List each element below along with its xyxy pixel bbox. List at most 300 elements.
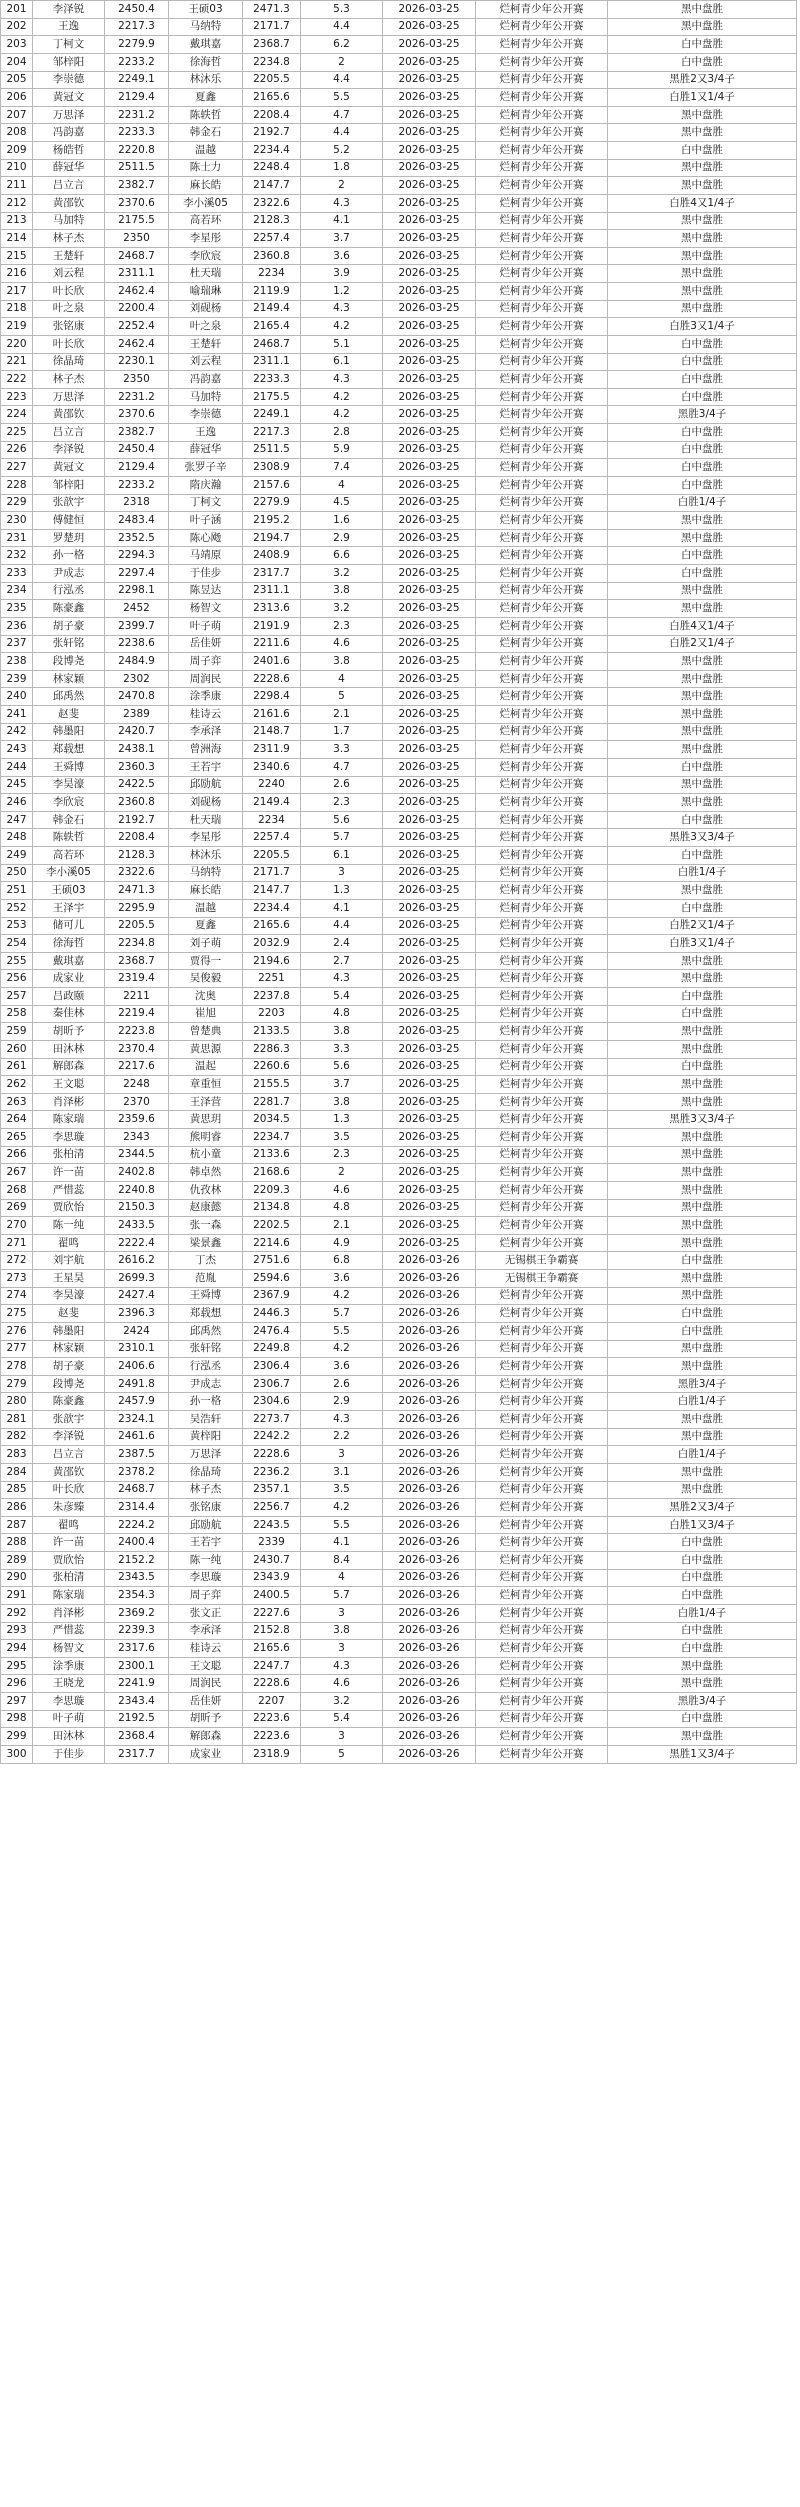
black-rating-cell: 2208.4 bbox=[105, 829, 169, 847]
white-rating-cell: 2251 bbox=[243, 970, 301, 988]
white-player-cell: 郑载想 bbox=[169, 1305, 243, 1323]
table-row bbox=[1, 600, 797, 618]
black-player-cell: 叶长欣 bbox=[33, 283, 105, 301]
game-result-cell: 白中盘胜 bbox=[608, 1305, 797, 1323]
table-row bbox=[1, 582, 797, 600]
table-row bbox=[1, 1164, 797, 1182]
table-row bbox=[1, 1481, 797, 1499]
black-player-cell: 李崇德 bbox=[33, 71, 105, 89]
difference-cell: 1.2 bbox=[301, 283, 383, 301]
game-number-cell: 218 bbox=[1, 300, 33, 318]
game-result-cell: 黑中盘胜 bbox=[608, 1675, 797, 1693]
black-rating-cell: 2222.4 bbox=[105, 1234, 169, 1252]
table-row bbox=[1, 1305, 797, 1323]
difference-cell: 3.2 bbox=[301, 565, 383, 583]
white-rating-cell: 2223.6 bbox=[243, 1710, 301, 1728]
game-result-cell: 黑中盘胜 bbox=[608, 1411, 797, 1429]
white-rating-cell: 2237.8 bbox=[243, 988, 301, 1006]
white-player-cell: 吴俊毅 bbox=[169, 970, 243, 988]
event-name-cell: 烂柯青少年公开赛 bbox=[476, 688, 608, 706]
table-row bbox=[1, 847, 797, 865]
white-player-cell: 周润民 bbox=[169, 670, 243, 688]
black-rating-cell: 2239.3 bbox=[105, 1622, 169, 1640]
white-player-cell: 夏鑫 bbox=[169, 917, 243, 935]
black-rating-cell: 2310.1 bbox=[105, 1340, 169, 1358]
white-player-cell: 温越 bbox=[169, 142, 243, 160]
difference-cell: 5.2 bbox=[301, 142, 383, 160]
white-rating-cell: 2308.9 bbox=[243, 459, 301, 477]
game-date-cell: 2026-03-25 bbox=[383, 600, 476, 618]
game-number-cell: 204 bbox=[1, 53, 33, 71]
white-player-cell: 王舜博 bbox=[169, 1287, 243, 1305]
game-result-cell: 黑中盘胜 bbox=[608, 1234, 797, 1252]
table-row bbox=[1, 283, 797, 301]
white-rating-cell: 2175.5 bbox=[243, 388, 301, 406]
difference-cell: 3.8 bbox=[301, 1093, 383, 1111]
black-player-cell: 刘云程 bbox=[33, 265, 105, 283]
table-row bbox=[1, 124, 797, 142]
game-result-cell: 黑中盘胜 bbox=[608, 1146, 797, 1164]
game-result-cell: 黑中盘胜 bbox=[608, 529, 797, 547]
white-player-cell: 杜天瑞 bbox=[169, 265, 243, 283]
game-number-cell: 270 bbox=[1, 1217, 33, 1235]
black-rating-cell: 2150.3 bbox=[105, 1199, 169, 1217]
black-rating-cell: 2399.7 bbox=[105, 617, 169, 635]
difference-cell: 3.6 bbox=[301, 1358, 383, 1376]
white-player-cell: 贾得一 bbox=[169, 952, 243, 970]
game-result-cell: 白中盘胜 bbox=[608, 36, 797, 54]
game-number-cell: 273 bbox=[1, 1270, 33, 1288]
event-name-cell: 烂柯青少年公开赛 bbox=[476, 265, 608, 283]
game-number-cell: 283 bbox=[1, 1446, 33, 1464]
event-name-cell: 烂柯青少年公开赛 bbox=[476, 177, 608, 195]
game-date-cell: 2026-03-25 bbox=[383, 441, 476, 459]
game-date-cell: 2026-03-25 bbox=[383, 265, 476, 283]
white-rating-cell: 2236.2 bbox=[243, 1463, 301, 1481]
difference-cell: 4.8 bbox=[301, 1005, 383, 1023]
game-number-cell: 286 bbox=[1, 1499, 33, 1517]
white-player-cell: 岳佳妍 bbox=[169, 635, 243, 653]
table-row bbox=[1, 230, 797, 248]
white-rating-cell: 2165.6 bbox=[243, 917, 301, 935]
black-player-cell: 林子杰 bbox=[33, 371, 105, 389]
white-player-cell: 周子弈 bbox=[169, 1587, 243, 1605]
black-rating-cell: 2219.4 bbox=[105, 1005, 169, 1023]
white-player-cell: 王文聪 bbox=[169, 1657, 243, 1675]
game-result-cell: 白中盘胜 bbox=[608, 899, 797, 917]
event-name-cell: 烂柯青少年公开赛 bbox=[476, 1322, 608, 1340]
black-rating-cell: 2450.4 bbox=[105, 441, 169, 459]
game-result-cell: 黑胜2又3/4子 bbox=[608, 1499, 797, 1517]
white-rating-cell: 2340.6 bbox=[243, 758, 301, 776]
white-player-cell: 林子杰 bbox=[169, 1481, 243, 1499]
white-player-cell: 马加特 bbox=[169, 388, 243, 406]
table-row bbox=[1, 318, 797, 336]
black-rating-cell: 2223.8 bbox=[105, 1023, 169, 1041]
table-row bbox=[1, 1181, 797, 1199]
white-player-cell: 陈士力 bbox=[169, 159, 243, 177]
black-player-cell: 于佳步 bbox=[33, 1745, 105, 1763]
black-player-cell: 李思璇 bbox=[33, 1693, 105, 1711]
event-name-cell: 烂柯青少年公开赛 bbox=[476, 1675, 608, 1693]
game-date-cell: 2026-03-25 bbox=[383, 582, 476, 600]
event-name-cell: 烂柯青少年公开赛 bbox=[476, 1569, 608, 1587]
table-row bbox=[1, 1728, 797, 1746]
game-result-cell: 黑中盘胜 bbox=[608, 283, 797, 301]
white-rating-cell: 2240 bbox=[243, 776, 301, 794]
table-row bbox=[1, 1023, 797, 1041]
game-number-cell: 235 bbox=[1, 600, 33, 618]
event-name-cell: 烂柯青少年公开赛 bbox=[476, 212, 608, 230]
difference-cell: 4.4 bbox=[301, 71, 383, 89]
game-date-cell: 2026-03-25 bbox=[383, 829, 476, 847]
table-row bbox=[1, 1234, 797, 1252]
game-result-cell: 黑中盘胜 bbox=[608, 1040, 797, 1058]
game-date-cell: 2026-03-25 bbox=[383, 494, 476, 512]
game-number-cell: 251 bbox=[1, 882, 33, 900]
white-player-cell: 范胤 bbox=[169, 1270, 243, 1288]
game-number-cell: 225 bbox=[1, 424, 33, 442]
game-number-cell: 221 bbox=[1, 353, 33, 371]
game-date-cell: 2026-03-25 bbox=[383, 1164, 476, 1182]
black-player-cell: 叶长欣 bbox=[33, 335, 105, 353]
white-rating-cell: 2257.4 bbox=[243, 230, 301, 248]
black-player-cell: 段博尧 bbox=[33, 653, 105, 671]
black-rating-cell: 2205.5 bbox=[105, 917, 169, 935]
event-name-cell: 烂柯青少年公开赛 bbox=[476, 71, 608, 89]
white-player-cell: 张铭康 bbox=[169, 1499, 243, 1517]
white-rating-cell: 2306.4 bbox=[243, 1358, 301, 1376]
game-number-cell: 290 bbox=[1, 1569, 33, 1587]
event-name-cell: 烂柯青少年公开赛 bbox=[476, 829, 608, 847]
game-number-cell: 202 bbox=[1, 18, 33, 36]
black-rating-cell: 2406.6 bbox=[105, 1358, 169, 1376]
table-row bbox=[1, 1622, 797, 1640]
table-row bbox=[1, 723, 797, 741]
difference-cell: 4.5 bbox=[301, 494, 383, 512]
difference-cell: 5.7 bbox=[301, 829, 383, 847]
black-rating-cell: 2470.8 bbox=[105, 688, 169, 706]
event-name-cell: 烂柯青少年公开赛 bbox=[476, 1199, 608, 1217]
white-player-cell: 邱励航 bbox=[169, 776, 243, 794]
game-result-cell: 黑中盘胜 bbox=[608, 177, 797, 195]
white-rating-cell: 2471.3 bbox=[243, 1, 301, 19]
game-number-cell: 257 bbox=[1, 988, 33, 1006]
game-date-cell: 2026-03-25 bbox=[383, 36, 476, 54]
white-player-cell: 张文正 bbox=[169, 1604, 243, 1622]
game-date-cell: 2026-03-26 bbox=[383, 1305, 476, 1323]
black-rating-cell: 2433.5 bbox=[105, 1217, 169, 1235]
game-date-cell: 2026-03-25 bbox=[383, 635, 476, 653]
black-player-cell: 王硕03 bbox=[33, 882, 105, 900]
black-player-cell: 丁柯文 bbox=[33, 36, 105, 54]
table-row bbox=[1, 265, 797, 283]
game-date-cell: 2026-03-25 bbox=[383, 688, 476, 706]
game-result-cell: 黑中盘胜 bbox=[608, 688, 797, 706]
white-rating-cell: 2311.1 bbox=[243, 353, 301, 371]
game-result-cell: 黑中盘胜 bbox=[608, 1023, 797, 1041]
table-row bbox=[1, 424, 797, 442]
black-player-cell: 胡昕予 bbox=[33, 1023, 105, 1041]
event-name-cell: 烂柯青少年公开赛 bbox=[476, 1640, 608, 1658]
event-name-cell: 烂柯青少年公开赛 bbox=[476, 952, 608, 970]
game-result-cell: 黑中盘胜 bbox=[608, 1340, 797, 1358]
table-row bbox=[1, 300, 797, 318]
event-name-cell: 烂柯青少年公开赛 bbox=[476, 776, 608, 794]
game-number-cell: 259 bbox=[1, 1023, 33, 1041]
event-name-cell: 烂柯青少年公开赛 bbox=[476, 335, 608, 353]
black-rating-cell: 2368.4 bbox=[105, 1728, 169, 1746]
black-rating-cell: 2252.4 bbox=[105, 318, 169, 336]
event-name-cell: 烂柯青少年公开赛 bbox=[476, 582, 608, 600]
game-number-cell: 205 bbox=[1, 71, 33, 89]
game-result-cell: 白中盘胜 bbox=[608, 1058, 797, 1076]
event-name-cell: 烂柯青少年公开赛 bbox=[476, 1604, 608, 1622]
game-result-cell: 白中盘胜 bbox=[608, 476, 797, 494]
event-name-cell: 烂柯青少年公开赛 bbox=[476, 1446, 608, 1464]
difference-cell: 5.5 bbox=[301, 1516, 383, 1534]
game-result-cell: 黑中盘胜 bbox=[608, 882, 797, 900]
difference-cell: 3.7 bbox=[301, 1076, 383, 1094]
black-rating-cell: 2468.7 bbox=[105, 1481, 169, 1499]
black-rating-cell: 2302 bbox=[105, 670, 169, 688]
game-number-cell: 207 bbox=[1, 106, 33, 124]
black-player-cell: 张歆宇 bbox=[33, 1411, 105, 1429]
game-number-cell: 203 bbox=[1, 36, 33, 54]
black-rating-cell: 2389 bbox=[105, 706, 169, 724]
game-date-cell: 2026-03-26 bbox=[383, 1745, 476, 1763]
white-player-cell: 周润民 bbox=[169, 1675, 243, 1693]
black-player-cell: 王星昊 bbox=[33, 1270, 105, 1288]
white-player-cell: 刘砚杨 bbox=[169, 794, 243, 812]
game-result-cell: 黑胜3/4子 bbox=[608, 1375, 797, 1393]
white-player-cell: 叶之泉 bbox=[169, 318, 243, 336]
difference-cell: 3.3 bbox=[301, 1040, 383, 1058]
table-row bbox=[1, 1199, 797, 1217]
game-number-cell: 289 bbox=[1, 1552, 33, 1570]
white-player-cell: 韩金石 bbox=[169, 124, 243, 142]
difference-cell: 6.8 bbox=[301, 1252, 383, 1270]
white-player-cell: 徐海哲 bbox=[169, 53, 243, 71]
black-rating-cell: 2238.6 bbox=[105, 635, 169, 653]
game-number-cell: 212 bbox=[1, 194, 33, 212]
game-date-cell: 2026-03-26 bbox=[383, 1710, 476, 1728]
black-rating-cell: 2382.7 bbox=[105, 177, 169, 195]
difference-cell: 4 bbox=[301, 1569, 383, 1587]
difference-cell: 4.1 bbox=[301, 1534, 383, 1552]
white-player-cell: 黄思源 bbox=[169, 1040, 243, 1058]
black-rating-cell: 2511.5 bbox=[105, 159, 169, 177]
black-rating-cell: 2279.9 bbox=[105, 36, 169, 54]
difference-cell: 3.2 bbox=[301, 600, 383, 618]
white-player-cell: 李小溪05 bbox=[169, 194, 243, 212]
table-row bbox=[1, 706, 797, 724]
white-player-cell: 李承泽 bbox=[169, 1622, 243, 1640]
game-number-cell: 227 bbox=[1, 459, 33, 477]
game-result-cell: 黑中盘胜 bbox=[608, 1270, 797, 1288]
black-player-cell: 陈一纯 bbox=[33, 1217, 105, 1235]
white-rating-cell: 2357.1 bbox=[243, 1481, 301, 1499]
difference-cell: 2.7 bbox=[301, 952, 383, 970]
difference-cell: 4.6 bbox=[301, 635, 383, 653]
event-name-cell: 烂柯青少年公开赛 bbox=[476, 1005, 608, 1023]
white-rating-cell: 2194.7 bbox=[243, 529, 301, 547]
difference-cell: 5.6 bbox=[301, 1058, 383, 1076]
black-rating-cell: 2128.3 bbox=[105, 847, 169, 865]
table-row bbox=[1, 1040, 797, 1058]
event-name-cell: 烂柯青少年公开赛 bbox=[476, 1305, 608, 1323]
black-rating-cell: 2240.8 bbox=[105, 1181, 169, 1199]
white-player-cell: 张轩铭 bbox=[169, 1340, 243, 1358]
white-player-cell: 李崇德 bbox=[169, 406, 243, 424]
black-player-cell: 李昊濠 bbox=[33, 776, 105, 794]
black-player-cell: 严惜蕊 bbox=[33, 1181, 105, 1199]
table-row bbox=[1, 1270, 797, 1288]
white-rating-cell: 2227.6 bbox=[243, 1604, 301, 1622]
white-player-cell: 桂诗云 bbox=[169, 1640, 243, 1658]
black-rating-cell: 2233.3 bbox=[105, 124, 169, 142]
event-name-cell: 烂柯青少年公开赛 bbox=[476, 388, 608, 406]
difference-cell: 1.3 bbox=[301, 1111, 383, 1129]
white-player-cell: 岳佳妍 bbox=[169, 1693, 243, 1711]
game-date-cell: 2026-03-25 bbox=[383, 1040, 476, 1058]
game-number-cell: 208 bbox=[1, 124, 33, 142]
event-name-cell: 烂柯青少年公开赛 bbox=[476, 89, 608, 107]
game-result-cell: 黑中盘胜 bbox=[608, 582, 797, 600]
event-name-cell: 烂柯青少年公开赛 bbox=[476, 1393, 608, 1411]
difference-cell: 2.3 bbox=[301, 1146, 383, 1164]
game-date-cell: 2026-03-25 bbox=[383, 864, 476, 882]
difference-cell: 1.3 bbox=[301, 882, 383, 900]
black-player-cell: 薛冠华 bbox=[33, 159, 105, 177]
game-number-cell: 210 bbox=[1, 159, 33, 177]
game-result-cell: 白中盘胜 bbox=[608, 388, 797, 406]
game-result-cell: 黑中盘胜 bbox=[608, 1181, 797, 1199]
black-rating-cell: 2424 bbox=[105, 1322, 169, 1340]
white-player-cell: 马纳特 bbox=[169, 864, 243, 882]
white-rating-cell: 2032.9 bbox=[243, 935, 301, 953]
game-number-cell: 219 bbox=[1, 318, 33, 336]
game-date-cell: 2026-03-26 bbox=[383, 1622, 476, 1640]
game-result-cell: 黑中盘胜 bbox=[608, 1199, 797, 1217]
difference-cell: 4.2 bbox=[301, 1340, 383, 1358]
difference-cell: 4.2 bbox=[301, 1499, 383, 1517]
black-player-cell: 吕立言 bbox=[33, 424, 105, 442]
difference-cell: 4.1 bbox=[301, 212, 383, 230]
white-player-cell: 李星彤 bbox=[169, 829, 243, 847]
white-rating-cell: 2400.5 bbox=[243, 1587, 301, 1605]
game-number-cell: 253 bbox=[1, 917, 33, 935]
game-date-cell: 2026-03-25 bbox=[383, 1146, 476, 1164]
white-player-cell: 周子弈 bbox=[169, 653, 243, 671]
event-name-cell: 烂柯青少年公开赛 bbox=[476, 1234, 608, 1252]
event-name-cell: 烂柯青少年公开赛 bbox=[476, 406, 608, 424]
white-player-cell: 熊明睿 bbox=[169, 1129, 243, 1147]
white-rating-cell: 2228.6 bbox=[243, 670, 301, 688]
white-player-cell: 林沐乐 bbox=[169, 71, 243, 89]
game-date-cell: 2026-03-25 bbox=[383, 1217, 476, 1235]
white-rating-cell: 2242.2 bbox=[243, 1428, 301, 1446]
black-rating-cell: 2319.4 bbox=[105, 970, 169, 988]
game-result-cell: 白中盘胜 bbox=[608, 1005, 797, 1023]
game-result-cell: 黑中盘胜 bbox=[608, 512, 797, 530]
game-result-cell: 黑中盘胜 bbox=[608, 18, 797, 36]
table-row bbox=[1, 1428, 797, 1446]
game-date-cell: 2026-03-25 bbox=[383, 1234, 476, 1252]
game-number-cell: 242 bbox=[1, 723, 33, 741]
black-player-cell: 徐晶琦 bbox=[33, 353, 105, 371]
game-number-cell: 213 bbox=[1, 212, 33, 230]
white-player-cell: 李星彤 bbox=[169, 230, 243, 248]
event-name-cell: 烂柯青少年公开赛 bbox=[476, 1534, 608, 1552]
event-name-cell: 烂柯青少年公开赛 bbox=[476, 917, 608, 935]
game-result-cell: 黑中盘胜 bbox=[608, 741, 797, 759]
game-result-cell: 黑胜3又3/4子 bbox=[608, 829, 797, 847]
white-player-cell: 王楚轩 bbox=[169, 335, 243, 353]
game-result-cell: 白胜1又3/4子 bbox=[608, 1516, 797, 1534]
white-player-cell: 刘子萌 bbox=[169, 935, 243, 953]
black-player-cell: 郑载想 bbox=[33, 741, 105, 759]
black-player-cell: 王晓龙 bbox=[33, 1675, 105, 1693]
game-number-cell: 280 bbox=[1, 1393, 33, 1411]
black-player-cell: 段博尧 bbox=[33, 1375, 105, 1393]
black-rating-cell: 2129.4 bbox=[105, 89, 169, 107]
table-row bbox=[1, 1111, 797, 1129]
difference-cell: 5.4 bbox=[301, 988, 383, 1006]
black-player-cell: 张轩铭 bbox=[33, 635, 105, 653]
game-number-cell: 241 bbox=[1, 706, 33, 724]
black-player-cell: 孙一格 bbox=[33, 547, 105, 565]
white-player-cell: 章重恒 bbox=[169, 1076, 243, 1094]
white-player-cell: 麻长皓 bbox=[169, 882, 243, 900]
game-date-cell: 2026-03-26 bbox=[383, 1657, 476, 1675]
difference-cell: 5.7 bbox=[301, 1587, 383, 1605]
table-row bbox=[1, 1693, 797, 1711]
game-date-cell: 2026-03-26 bbox=[383, 1587, 476, 1605]
black-player-cell: 高若环 bbox=[33, 847, 105, 865]
difference-cell: 5.7 bbox=[301, 1305, 383, 1323]
game-number-cell: 249 bbox=[1, 847, 33, 865]
black-player-cell: 贾欣怡 bbox=[33, 1552, 105, 1570]
event-name-cell: 烂柯青少年公开赛 bbox=[476, 723, 608, 741]
black-player-cell: 黄邵钦 bbox=[33, 194, 105, 212]
white-rating-cell: 2149.4 bbox=[243, 300, 301, 318]
game-date-cell: 2026-03-25 bbox=[383, 318, 476, 336]
white-player-cell: 成家业 bbox=[169, 1745, 243, 1763]
game-number-cell: 234 bbox=[1, 582, 33, 600]
difference-cell: 3.8 bbox=[301, 582, 383, 600]
game-date-cell: 2026-03-25 bbox=[383, 124, 476, 142]
difference-cell: 2.4 bbox=[301, 935, 383, 953]
table-row bbox=[1, 71, 797, 89]
table-row bbox=[1, 1640, 797, 1658]
event-name-cell: 烂柯青少年公开赛 bbox=[476, 18, 608, 36]
black-player-cell: 吕政颐 bbox=[33, 988, 105, 1006]
game-date-cell: 2026-03-25 bbox=[383, 71, 476, 89]
game-number-cell: 268 bbox=[1, 1181, 33, 1199]
white-rating-cell: 2147.7 bbox=[243, 882, 301, 900]
game-result-cell: 黑中盘胜 bbox=[608, 212, 797, 230]
black-player-cell: 成家业 bbox=[33, 970, 105, 988]
game-date-cell: 2026-03-25 bbox=[383, 159, 476, 177]
event-name-cell: 烂柯青少年公开赛 bbox=[476, 1552, 608, 1570]
black-rating-cell: 2457.9 bbox=[105, 1393, 169, 1411]
game-number-cell: 222 bbox=[1, 371, 33, 389]
difference-cell: 4.7 bbox=[301, 758, 383, 776]
white-rating-cell: 2248.4 bbox=[243, 159, 301, 177]
black-player-cell: 黄邵钦 bbox=[33, 406, 105, 424]
white-rating-cell: 2134.8 bbox=[243, 1199, 301, 1217]
